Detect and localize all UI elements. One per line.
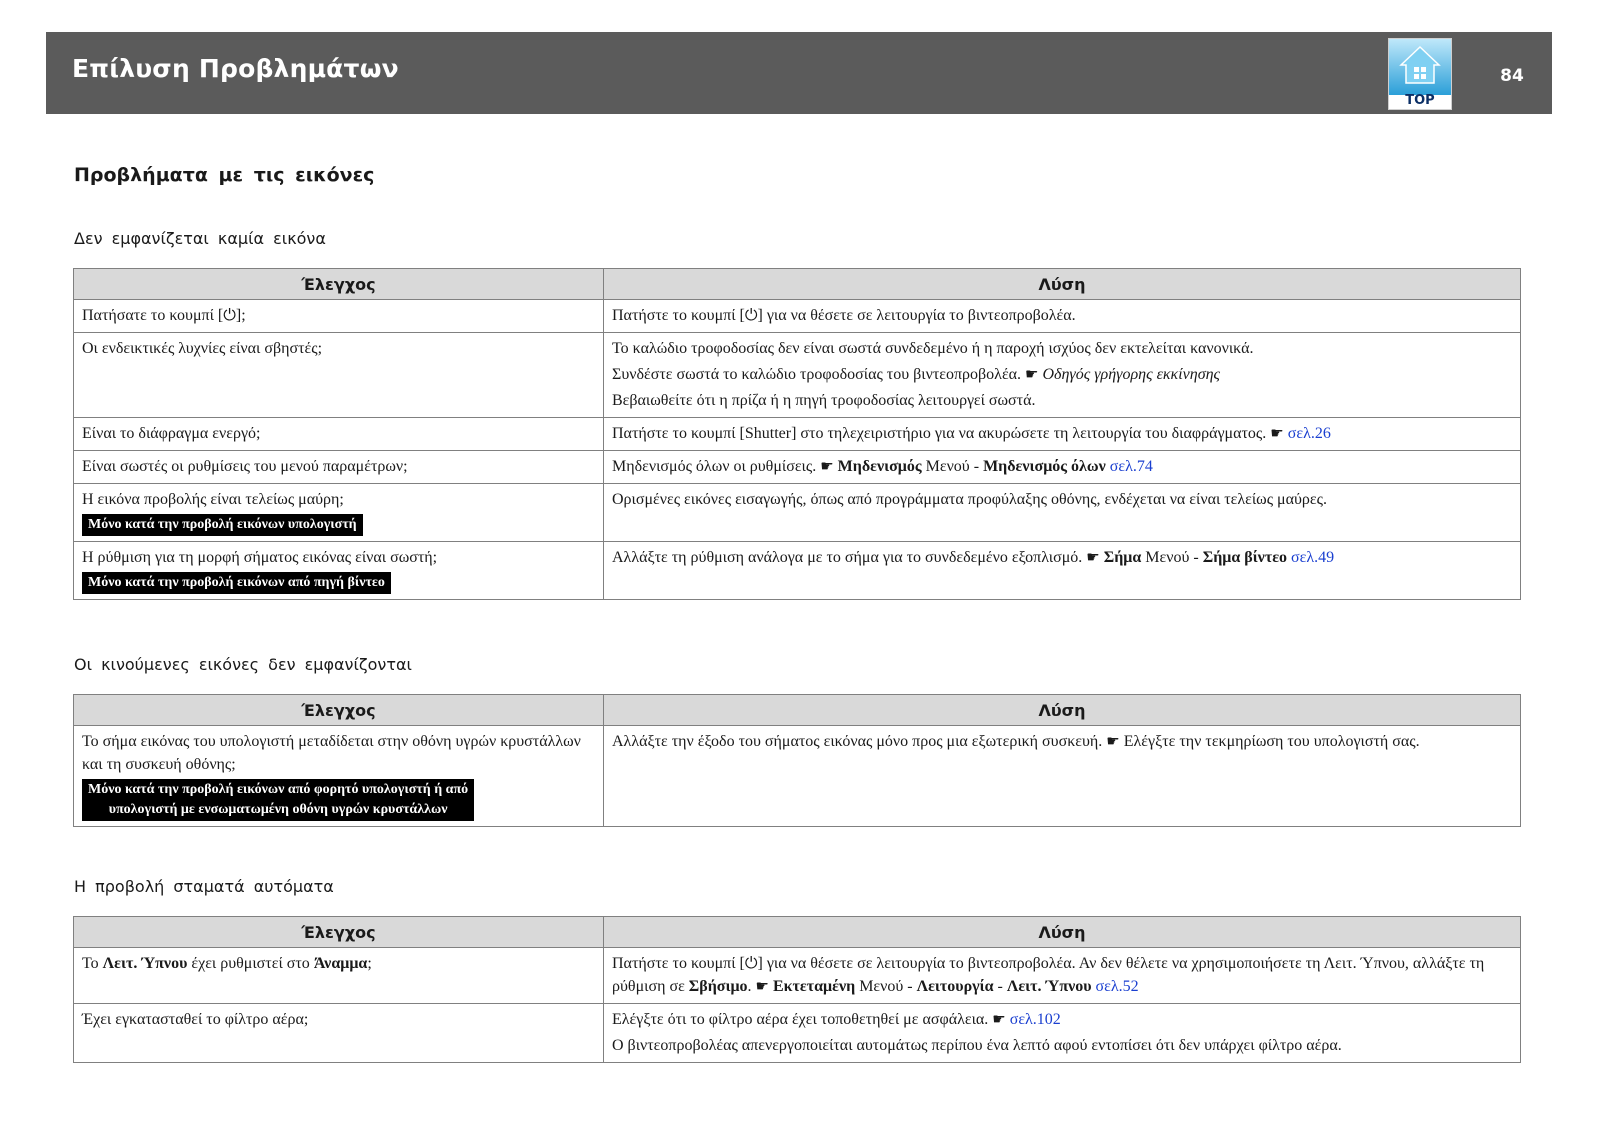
check-cell bbox=[74, 948, 604, 1004]
pointing-hand-icon: ☛ bbox=[1025, 365, 1039, 383]
top-button[interactable] bbox=[1388, 38, 1452, 110]
solution-cell: Ορισμένες εικόνες εισαγωγής, όπως από προγράμματα προφύλαξης οθόνης, ενδέχεται να είναι τελείως μαύρες. bbox=[604, 484, 1521, 542]
setting-name: Λειτ. Ύπνου bbox=[102, 955, 188, 972]
page-number: 84 bbox=[1500, 66, 1524, 86]
table-row bbox=[74, 542, 1521, 600]
solution-line bbox=[612, 1008, 1512, 1031]
table-row bbox=[74, 1004, 1521, 1063]
setting-value: Άναμμα bbox=[313, 955, 368, 972]
check-text: έχει ρυθμιστεί στο bbox=[191, 955, 310, 972]
solution-text: Συνδέστε σωστά το καλώδιο τροφοδοσίας του βιντεοπροβολέα. bbox=[612, 366, 1022, 383]
check-text: Η εικόνα προβολής είναι τελείως μαύρη; bbox=[82, 491, 344, 508]
solution-line: Ο βιντεοπροβολέας απενεργοποιείται αυτομάτως περίπου ένα λεπτό αφού εντοπίσει ότι δεν υπάρχει φίλτρο αέρα. bbox=[612, 1037, 1342, 1054]
solution-text: Ελέγξτε την τεκμηρίωση του υπολογιστή σας. bbox=[1123, 733, 1420, 750]
solution-line: Βεβαιωθείτε ότι η πρίζα ή η πηγή τροφοδοσίας λειτουργεί σωστά. bbox=[612, 392, 1036, 409]
subsection-title: Η προβολή σταματά αυτόματα bbox=[74, 877, 334, 896]
badge-line: Μόνο κατά την προβολή εικόνων από φορητό υπολογιστή ή από bbox=[88, 782, 469, 797]
pointing-hand-icon: ☛ bbox=[820, 457, 834, 475]
condition-badge: Μόνο κατά την προβολή εικόνων υπολογιστή bbox=[82, 514, 363, 536]
menu-word: Μενού bbox=[1145, 549, 1190, 566]
condition-badge: Μόνο κατά την προβολή εικόνων από πηγή βίντεο bbox=[82, 572, 391, 594]
table-row bbox=[74, 418, 1521, 451]
check-cell bbox=[74, 726, 604, 827]
separator: - bbox=[1193, 549, 1199, 566]
solution-text: Πατήστε το κουμπί [⏻] για να θέσετε σε λειτουργία το βιντεοπροβολέα. Αν δεν θέλετε να χρησιμοποιήσετε τη Λειτ. Ύπνου, αλλάξτε τη ρύθμιση σε bbox=[612, 955, 1485, 995]
condition-badge bbox=[82, 779, 474, 821]
column-header-solution: Λύση bbox=[604, 917, 1521, 948]
section-title: Προβλήματα με τις εικόνες bbox=[74, 164, 375, 186]
check-cell: Οι ενδεικτικές λυχνίες είναι σβηστές; bbox=[74, 333, 604, 418]
solution-text: Μηδενισμός όλων οι ρυθμίσεις. bbox=[612, 458, 817, 475]
solution-cell bbox=[604, 333, 1521, 418]
menu-name: Σήμα bbox=[1103, 549, 1142, 566]
table-row bbox=[74, 333, 1521, 418]
page-link[interactable]: σελ.102 bbox=[1009, 1011, 1061, 1028]
check-cell bbox=[74, 542, 604, 600]
setting-value: Σβήσιμο bbox=[688, 978, 748, 995]
reference-title: Οδηγός γρήγορης εκκίνησης bbox=[1042, 366, 1221, 383]
table-row bbox=[74, 300, 1521, 333]
column-header-check: Έλεγχος bbox=[74, 917, 604, 948]
menu-item: Μηδενισμός όλων bbox=[983, 458, 1106, 475]
separator: - bbox=[973, 458, 980, 475]
page-header bbox=[46, 32, 1552, 114]
solution-cell bbox=[604, 418, 1521, 451]
troubleshooting-table bbox=[73, 694, 1521, 827]
solution-line: Το καλώδιο τροφοδοσίας δεν είναι σωστά συνδεδεμένο ή η παροχή ισχύος δεν εκτελείται κανονικά. bbox=[612, 340, 1254, 357]
check-text: Το bbox=[82, 955, 99, 972]
pointing-hand-icon: ☛ bbox=[1106, 732, 1120, 750]
menu-item: Λειτουργία bbox=[916, 978, 994, 995]
check-cell: Είναι σωστές οι ρυθμίσεις του μενού παραμέτρων; bbox=[74, 451, 604, 484]
menu-item: Σήμα βίντεο bbox=[1202, 549, 1288, 566]
column-header-check: Έλεγχος bbox=[74, 695, 604, 726]
house-icon bbox=[1389, 39, 1451, 95]
separator: - bbox=[997, 978, 1003, 995]
check-cell: Είναι το διάφραγμα ενεργό; bbox=[74, 418, 604, 451]
pointing-hand-icon: ☛ bbox=[1270, 424, 1284, 442]
menu-word: Μενού bbox=[925, 458, 970, 475]
solution-text: Αλλάξτε τη ρύθμιση ανάλογα με το σήμα για το συνδεδεμένο εξοπλισμό. bbox=[612, 549, 1083, 566]
menu-item: Λειτ. Ύπνου bbox=[1006, 978, 1092, 995]
solution-cell bbox=[604, 948, 1521, 1004]
check-text: ; bbox=[367, 955, 372, 972]
punctuation: . bbox=[747, 978, 752, 995]
solution-text: Πατήστε το κουμπί [Shutter] στο τηλεχειριστήριο για να ακυρώσετε τη λειτουργία του διαφράγματος. bbox=[612, 425, 1267, 442]
solution-cell bbox=[604, 451, 1521, 484]
solution-cell bbox=[604, 726, 1521, 827]
badge-line: υπολογιστή με ενσωματωμένη οθόνη υγρών κρυστάλλων bbox=[108, 802, 448, 817]
page-link[interactable]: σελ.49 bbox=[1291, 549, 1335, 566]
table-row bbox=[74, 484, 1521, 542]
table-row bbox=[74, 726, 1521, 827]
column-header-solution: Λύση bbox=[604, 695, 1521, 726]
pointing-hand-icon: ☛ bbox=[755, 977, 769, 995]
check-cell: Πατήσατε το κουμπί [⏻]; bbox=[74, 300, 604, 333]
pointing-hand-icon: ☛ bbox=[992, 1010, 1006, 1028]
table-row bbox=[74, 948, 1521, 1004]
check-text: Η ρύθμιση για τη μορφή σήματος εικόνας είναι σωστή; bbox=[82, 549, 438, 566]
column-header-solution: Λύση bbox=[604, 269, 1521, 300]
separator: - bbox=[907, 978, 913, 995]
solution-text: Ελέγξτε ότι το φίλτρο αέρα έχει τοποθετηθεί με ασφάλεια. bbox=[612, 1011, 989, 1028]
menu-word: Μενού bbox=[859, 978, 904, 995]
check-cell bbox=[74, 484, 604, 542]
page-link[interactable]: σελ.74 bbox=[1109, 458, 1153, 475]
check-cell: Έχει εγκατασταθεί το φίλτρο αέρα; bbox=[74, 1004, 604, 1063]
header-title: Επίλυση Προβλημάτων bbox=[72, 54, 399, 83]
solution-cell bbox=[604, 542, 1521, 600]
troubleshooting-table bbox=[73, 916, 1521, 1063]
page-link[interactable]: σελ.26 bbox=[1287, 425, 1331, 442]
troubleshooting-table bbox=[73, 268, 1521, 600]
column-header-check: Έλεγχος bbox=[74, 269, 604, 300]
solution-cell: Πατήστε το κουμπί [⏻] για να θέσετε σε λειτουργία το βιντεοπροβολέα. bbox=[604, 300, 1521, 333]
solution-text: Αλλάξτε την έξοδο του σήματος εικόνας μόνο προς μια εξωτερική συσκευή. bbox=[612, 733, 1103, 750]
menu-name: Εκτεταμένη bbox=[772, 978, 856, 995]
subsection-title: Δεν εμφανίζεται καμία εικόνα bbox=[74, 229, 326, 248]
page-link[interactable]: σελ.52 bbox=[1095, 978, 1139, 995]
check-text: Το σήμα εικόνας του υπολογιστή μεταδίδεται στην οθόνη υγρών κρυστάλλων και τη συσκευή οθόνης; bbox=[82, 733, 581, 773]
subsection-title: Οι κινούμενες εικόνες δεν εμφανίζονται bbox=[74, 655, 412, 674]
table-row bbox=[74, 451, 1521, 484]
pointing-hand-icon: ☛ bbox=[1086, 548, 1100, 566]
solution-cell bbox=[604, 1004, 1521, 1063]
solution-line bbox=[612, 363, 1512, 386]
top-button-label: TOP bbox=[1405, 93, 1435, 108]
menu-name: Μηδενισμός bbox=[837, 458, 922, 475]
